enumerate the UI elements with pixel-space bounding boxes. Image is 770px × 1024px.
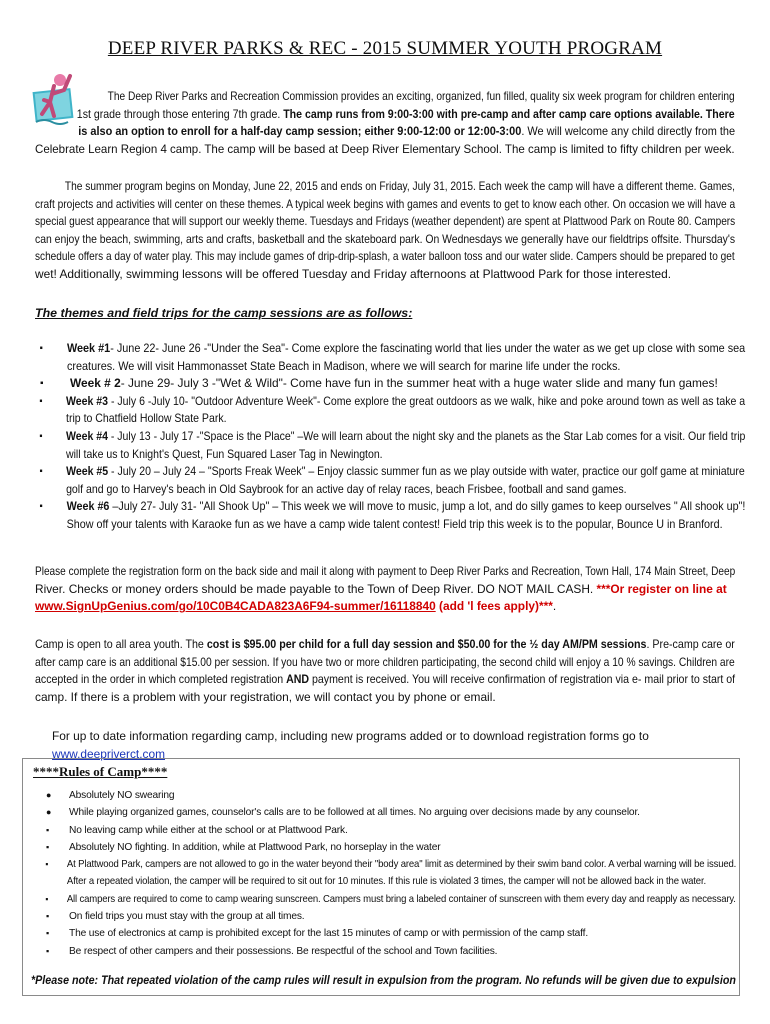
cost-line-2: after camp care is an additional $15.00 per session. If you have two or more children participating, the second child will enjoy a 10 % savings. Children are bbox=[35, 654, 735, 669]
cost-line-3a: accepted in the order in which completed registration bbox=[35, 672, 287, 687]
bullet-icon: ▪ bbox=[39, 501, 43, 513]
rule-text: Absolutely NO fighting. In addition, while at Plattwood Park, no horseplay in the water bbox=[69, 841, 441, 853]
summer-line-6: wet! Additionally, swimming lessons will be offered Tuesday and Friday afternoons at Plattwood Park for those interested. bbox=[35, 266, 672, 281]
rule-text: At Plattwood Park, campers are not allowed to go in the water beyond their "body area" limit as determined by their swim band color. A verbal warning will be issued. bbox=[66, 859, 737, 871]
rule-text: No leaving camp while either at the school or at Plattwood Park. bbox=[69, 824, 348, 836]
signupgenius-link[interactable]: www.SignUpGenius.com/go/10C0B4CADA823A6F94-summer/16118840 bbox=[35, 599, 436, 614]
themes-heading: The themes and field trips for the camp sessions are as follows: bbox=[35, 306, 413, 320]
summer-paragraph bbox=[35, 178, 735, 284]
rule-item-9 bbox=[36, 943, 736, 960]
bullet-icon: ● bbox=[46, 790, 52, 800]
summer-line-5: schedule offers a day of water play. This may include games of drip-drip-splash, a water balloon toss and our water slide. Campers should be prepared to get bbox=[35, 249, 735, 264]
cost-and-emphasis: AND bbox=[286, 672, 310, 687]
rule-text: On field trips you must stay with the group at all times. bbox=[69, 911, 305, 923]
bullet-icon: ▪ bbox=[46, 945, 50, 956]
bullet-icon: ▪ bbox=[46, 911, 50, 922]
summer-line-4: can enjoy the beach, swimming, arts and crafts, basketball and the skateboard park. On Wednesdays we generally have our fieldtrips offsite. Thursday's bbox=[35, 231, 736, 246]
week-description: - June 29- July 3 -"Wet & Wild"- Come have fun in the summer heat with a huge water slide and many fun games! bbox=[120, 376, 718, 391]
weeks-list bbox=[35, 340, 745, 534]
week-item-1 bbox=[35, 340, 746, 375]
week-description: - July 13 - July 17 -"Space is the Place" –We will learn about the night sky and the planets as the Star Lab comes for a visit. Our field trip bbox=[107, 428, 746, 443]
rule-item-8 bbox=[36, 925, 736, 942]
rule-text-cont: After a repeated violation, the camper will be required to sit out for 10 minutes. If this rule is violated 3 times, the camper will not be allowed back in the water. bbox=[66, 876, 706, 888]
week-description-cont: golf and go to Harvey's beach in Old Saybrook for an active day of relay races, beach Frisbee, football and sand games. bbox=[66, 481, 627, 496]
intro-paragraph bbox=[35, 88, 735, 158]
intro-line-3b: . We will welcome any child directly from the bbox=[521, 124, 736, 139]
rule-item-2 bbox=[36, 804, 736, 821]
cost-prices: cost is $95.00 per child for a full day session and $50.00 for the ½ day AM/PM sessions bbox=[206, 637, 647, 651]
week-item-4 bbox=[35, 428, 746, 463]
week-label: Week #4 bbox=[65, 428, 108, 443]
rule-text: Absolutely NO swearing bbox=[69, 790, 175, 801]
bullet-icon: ▪ bbox=[39, 466, 43, 478]
cost-line-4: camp. If there is a problem with your registration, we will contact you by phone or email. bbox=[35, 689, 496, 704]
rule-item-4 bbox=[36, 839, 736, 856]
bullet-icon: ▪ bbox=[45, 893, 49, 904]
week-description-cont: creatures. We will visit Hammonasset State Beach in Madison, where we will search for marine life under the rocks. bbox=[66, 358, 621, 373]
register-fees-note: (add 'l fees apply)*** bbox=[435, 599, 553, 614]
register-line-2a: River. Checks or money orders should be made payable to the Town of Deep River. DO NOT MAIL CASH. bbox=[35, 581, 597, 596]
week-label: Week #6 bbox=[66, 499, 110, 514]
deepriverct-link[interactable]: www.deepriverct.com bbox=[52, 746, 165, 761]
week-description-cont: Show off your talents with Karaoke fun as we have a camp wide talent contest! Field trip this week is to the popular, Bounce U in Branford. bbox=[66, 516, 723, 531]
rule-text: While playing organized games, counselor's calls are to be followed at all times. No arguing over decisions made by any counselor. bbox=[69, 807, 640, 819]
week-label: Week # 2 bbox=[70, 376, 121, 391]
summer-line-1: The summer program begins on Monday, June 22, 2015 and ends on Friday, July 31, 2015. Each week the camp will have a different theme. Games, bbox=[64, 179, 735, 193]
week-label: Week #5 bbox=[66, 464, 109, 479]
week-label: Week #3 bbox=[66, 393, 109, 408]
week-description: - July 20 – July 24 – "Sports Freak Week" – Enjoy classic summer fun as we play outside with water, practice our golf game at miniature bbox=[108, 464, 745, 479]
cost-line-1a: Camp is open to all area youth. The bbox=[35, 637, 207, 651]
week-item-3 bbox=[35, 393, 746, 428]
cost-line-3c: payment is received. You will receive confirmation of registration via e- mail prior to start of bbox=[309, 672, 736, 687]
intro-camp-hours: The camp runs from 9:00-3:00 with pre-camp and after camp care options available. There bbox=[283, 106, 735, 121]
register-period: . bbox=[552, 599, 557, 614]
bullet-icon: ▪ bbox=[39, 343, 43, 354]
rule-item-7 bbox=[36, 908, 736, 925]
week-description-cont: trip to Chatfield Hollow State Park. bbox=[66, 411, 227, 426]
bullet-icon: ● bbox=[46, 807, 52, 818]
week-label: Week #1 bbox=[66, 341, 111, 355]
bullet-icon: ▪ bbox=[39, 430, 43, 442]
rule-item-3 bbox=[36, 822, 736, 839]
week-description: –July 27- July 31- "All Shook Up" – This week we will move to music, jump a lot, and do silly games to keep ourselves " All shook up"! bbox=[109, 499, 746, 514]
intro-line-4: Celebrate Learn Region 4 camp. The camp will be based at Deep River Elementary School. The camp is limited to fifty children per week. bbox=[35, 141, 735, 156]
bullet-icon: ▪ bbox=[46, 928, 50, 939]
week-description: - July 6 -July 10- "Outdoor Adventure Week"- Come explore the great outdoors as we walk, hike and poke around town as well as take a bbox=[108, 393, 746, 408]
rules-title: ****Rules of Camp**** bbox=[33, 764, 168, 779]
rule-text: Be respect of other campers and their possessions. Be respectful of the school and Town facilities. bbox=[69, 945, 498, 957]
bullet-icon: ▪ bbox=[46, 841, 50, 852]
rule-item-1 bbox=[36, 787, 736, 804]
bullet-icon: ▪ bbox=[45, 859, 49, 870]
week-description-cont: will take us to Knight's Quest, Fun Squared Laser Tag in Newington. bbox=[65, 446, 383, 461]
intro-half-day-option: is also an option to enroll for a half-day camp session; either 9:00-12:00 or 12:00-3:00 bbox=[78, 124, 522, 139]
intro-line-1: The Deep River Parks and Recreation Commission provides an exciting, organized, fun filled, quality six week program for children entering bbox=[107, 89, 735, 103]
week-item-6 bbox=[35, 498, 746, 533]
register-line-1: Please complete the registration form on the back side and mail it along with payment to Deep River Parks and Recreation, Town Hall, 174 Main Street, Deep bbox=[35, 564, 736, 578]
uptodate-text: For up to date information regarding camp, including new programs added or to download registration forms go to bbox=[52, 729, 649, 743]
registration-paragraph bbox=[35, 563, 735, 616]
rule-item-6 bbox=[36, 891, 736, 908]
rules-box bbox=[22, 758, 740, 996]
register-online-callout: ***Or register on line at bbox=[596, 581, 727, 596]
week-item-2 bbox=[35, 375, 745, 393]
cost-line-1c: . Pre-camp care or bbox=[646, 637, 735, 651]
rule-item-5 bbox=[36, 856, 737, 891]
expulsion-note: *Please note: That repeated violation of the camp rules will result in expulsion from the program. No refunds will be given due to expulsion bbox=[31, 973, 736, 987]
summer-line-2: craft projects and activities will center on these themes. A typical week begins with games and events to get to know each other. On occasion we will have a bbox=[35, 196, 736, 211]
bullet-icon: ▪ bbox=[40, 378, 44, 390]
rule-text: The use of electronics at camp is prohibited except for the last 15 minutes of camp or with permission of the camp staff. bbox=[69, 928, 589, 940]
rules-list bbox=[36, 787, 736, 960]
bullet-icon: ▪ bbox=[39, 395, 43, 407]
page-title: DEEP RIVER PARKS & REC - 2015 SUMMER YOUTH PROGRAM bbox=[107, 38, 663, 59]
intro-line-2a: 1st grade through those entering 7th grade. bbox=[76, 106, 284, 121]
week-description: - June 22- June 26 -"Under the Sea"- Come explore the fascinating world that lies under the water as we get up close with some sea bbox=[110, 341, 746, 355]
bullet-icon: ▪ bbox=[46, 824, 50, 835]
week-item-5 bbox=[35, 463, 745, 498]
summer-line-3: special guest appearance that will support our weekly theme. Tuesdays and Fridays (weather dependent) are spent at Plattwood Park on Route 80. Campers bbox=[35, 214, 736, 229]
cost-paragraph bbox=[35, 636, 735, 706]
rule-text: All campers are required to come to camp wearing sunscreen. Campers must bring a labeled container of sunscreen with them every day and reapply as necessary. bbox=[66, 893, 736, 905]
